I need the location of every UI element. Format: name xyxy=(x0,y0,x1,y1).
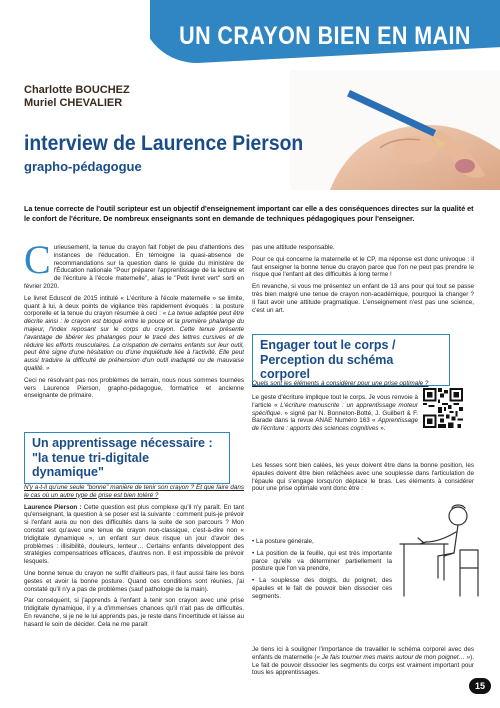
cited-title: Apprentissage de l'écriture : apports des sciences cognitives xyxy=(252,417,418,433)
body-paragraph: Une bonne tenue du crayon ne suffit d'ailleurs pas, il faut aussi faire les bons gestes et avoir la bonne posture. Quand ces conditions sont réunies, j'ai constaté qu'il n'y a pas de problèmes (sauf pathologie de la main). xyxy=(24,569,244,593)
quote-text: « Je fais tourner mes mains autour de mon poignet… » xyxy=(316,653,471,661)
section-banner xyxy=(150,0,500,72)
bullet-item: • La souplesse des doigts, du poignet, des épaules et le fait de pouvoir bien dissocier ces segments. xyxy=(252,577,392,600)
body-paragraph: Cette question est plus complexe qu'il n'y paraît. En tant qu'enseignant, la question à se poser est la suivante : comment puis-je prévoir si l'enfant aura ou non des difficultés dans la suite de son parcours ? Mon constat est qu'avec une tenue de crayon non-classique, c'est-à-dire non « tridigitale dynamique », un enfant sur deux risque un jour d'avoir des problèmes : illisibilité, douleurs, lenteur… Certains enfants développent des stratégies compensatrices efficaces, d'autres non. Il est impossible de prévoir lesquels. xyxy=(24,503,244,566)
interview-question: Quels sont les éléments à considérer pour une prise optimale ? xyxy=(252,380,429,387)
body-paragraph: Les fesses sont bien calées, les yeux doivent être dans la bonne position, les épaules doivent être bien relâchées avec une souplesse dans l'articulation de l'épaule qui s'engage lorsqu'on déplace le bras. Les éléments à considérer pour une prise optimale vont donc être : xyxy=(252,462,474,493)
body-text: ). Le fait de pouvoir dissocier les segments du corps est vraiment important pour tous les apprentissages. xyxy=(252,653,475,677)
cited-title: L'écriture manuscrite : un apprentissage moteur spécifique xyxy=(252,401,419,417)
author-name: Muriel CHEVALIER xyxy=(24,97,123,109)
body-paragraph: pas une attitude responsable. xyxy=(252,244,335,251)
body-paragraph: Pour ce qui concerne la maternelle et le CP, ma réponse est donc univoque : il faut enseigner la bonne tenue du crayon parce que l'on ne peut pas prendre le risque que l'enfant ait des difficultés à long terme ! xyxy=(252,255,474,279)
body-paragraph: Ceci ne résolvant pas nos problèmes de terrain, nous nous sommes tournées vers Laurence Pierson, grapho-pédagogue, formatrice et ancienne enseignante de primaire. xyxy=(24,376,244,400)
interview-question: N'y a-t-il qu'une seule "bonne" manière de tenir son crayon ? Et que faire dans le cas où un autre type de prise est bien toléré ? xyxy=(24,484,244,499)
body-text: Le geste d'écriture implique tout le corps. Je vous renvoie à l'article « xyxy=(252,394,418,409)
hand-holding-pencil-photo xyxy=(290,70,500,190)
lead-paragraph: La tenue correcte de l'outil scripteur est un objectif d'enseignement important car elle a des conséquences directes sur la qualité et le confort de l'écriture. De nombreux enseignants sont en demande de techniques pédagogiques pour l'enseigner. xyxy=(24,204,474,223)
banner-title: UN CRAYON BIEN EN MAIN xyxy=(179,22,471,50)
body-text: ». xyxy=(378,425,386,433)
article-title: interview de Laurence Pierson xyxy=(24,132,304,155)
column-right-reference xyxy=(252,394,418,437)
body-paragraph: Par conséquent, si j'apprends à l'enfant à tenir son crayon avec une prise tridigitale dynamique, il y a d'immenses chances qu'il n'ait pas de difficultés. En revanche, si je ne le lui apprends pas, je reste dans l'incertitude et laisse au hasard le soin de décider. Cela ne me paraît xyxy=(24,597,244,628)
body-paragraph: Le livret Eduscol de 2015 intitulé « L'écriture à l'école maternelle » se limite, quant à lui, à deux points de vigilance très rapidement évoqués : la posture corporelle et la tenue du crayon résumée à ceci : xyxy=(24,294,244,318)
article-subtitle: grapho-pédagogue xyxy=(24,159,142,174)
drop-cap: C xyxy=(24,237,51,282)
child-writing-illustration xyxy=(398,498,484,598)
body-paragraph: En revanche, si vous me présentez un enfant de 13 ans pour qui tout se passe très bien malgré une tenue de crayon non-académique, pourquoi la changer ? Il faut avoir une attitude pragmatique. L'enseignement n'est pas une science, c'est un art. xyxy=(252,283,474,314)
bullet-item: • La posture générale, xyxy=(252,538,314,545)
section-heading-box: Un apprentissage nécessaire : "la tenue tri-digitale dynamique" xyxy=(24,432,230,484)
body-text: . » signé par N. Bonneton-Botté, J. Guilbert & F. Barade dans la revue ANAE Numéro 163 « xyxy=(252,409,418,425)
bullet-list xyxy=(252,538,392,605)
column-right-top xyxy=(252,244,474,318)
speaker-label: Laurence Pierson : xyxy=(24,503,84,511)
body-text: Je tiens ici à souligner l'importance de travailler le schéma corporel avec des enfants de maternelle ( xyxy=(252,646,474,661)
column-right-middle xyxy=(252,462,474,497)
quote-text: « La tenue adaptée peut être décrite ainsi : le crayon est bloqué entre le pouce et la première phalange du majeur, l'index reposant sur le corps du crayon. Cette tenue présente l'avantage de libérer les phalanges pour le tracé des lettres cursives et de réduire les efforts musculaires. La crispation de certains enfants sur leur outil, peut être signe d'une hésitation ou d'une inquiétude liée à l'activité. Elle peut aussi traduire la difficulté de préhension d'un outil inadapté ou de mauvaise qualité. » xyxy=(24,310,244,372)
page-number: 15 xyxy=(469,678,491,694)
column-left-top xyxy=(24,237,244,404)
column-left-bottom xyxy=(24,484,244,633)
qr-code-image xyxy=(423,388,463,428)
section-heading-box: Engager tout le corps / Perception du schéma corporel xyxy=(252,334,450,386)
body-paragraph: urieusement, la tenue du crayon fait l'objet de peu d'attentions des instances de l'éducation. En témoigne la quasi-absence de recommandations sur la question dans le guide du ministère de l'Éducation nationale "Pour préparer l'apprentissage de la lecture et de l'écriture à l'école maternelle", alias le "Petit livret vert" sorti en février 2020. xyxy=(24,244,244,290)
bullet-item: • La position de la feuille, qui est très importante parce qu'elle va déterminer partiellement la posture que l'on va prendre, xyxy=(252,549,392,573)
author-name: Charlotte BOUCHEZ xyxy=(24,84,130,96)
column-right-bottom xyxy=(252,646,474,681)
